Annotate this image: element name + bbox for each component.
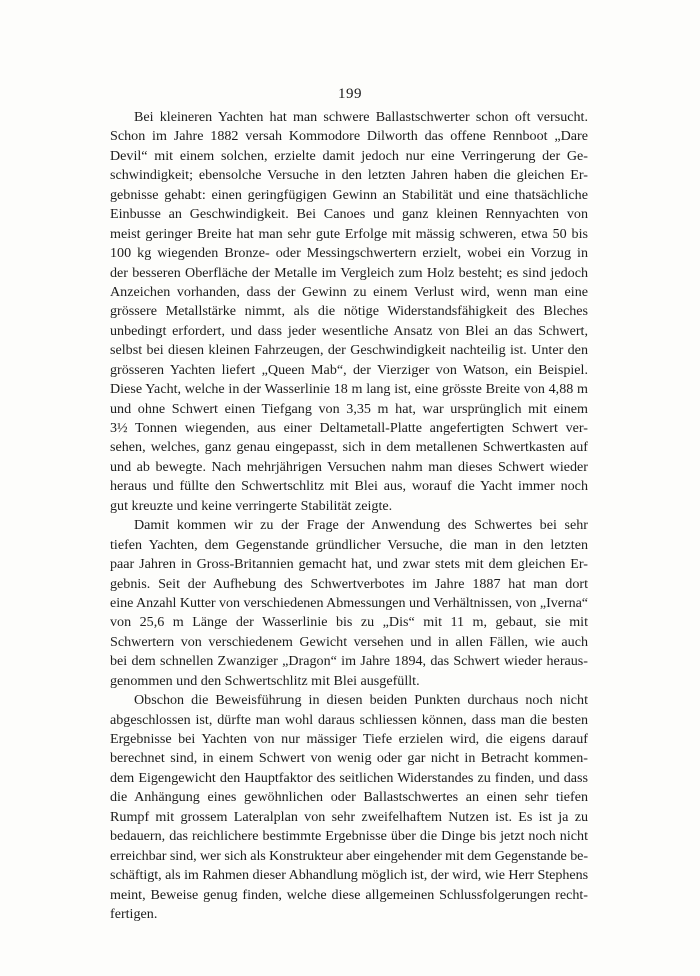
text-line: Ergebnisse bei Yachten von nur mässiger Tiefe erzielen wird, die eigens darauf	[110, 731, 588, 747]
text-line: selbst bei diesen kleinen Fahrzeugen, der Geschwindigkeit nachteilig ist. Unter den	[110, 342, 588, 359]
text-line: heraus und füllte den Schwertschlitz mit Blei aus, worauf die Yacht immer noch	[110, 478, 588, 495]
text-line: gut kreuzte und keine verringerte Stabilität zeigte.	[110, 497, 393, 514]
text-line: genommen und den Schwertschlitz mit Blei ausgefüllt.	[110, 672, 420, 689]
text-line: 3½ Tonnen wiegenden, aus einer Deltametall-Platte angefertigten Schwert ver-	[110, 420, 588, 436]
text-line: meint, Beweise genug finden, welche diese allgemeinen Schlussfolgerungen recht-	[110, 886, 588, 903]
text-line: erreichbar sind, wer sich als Konstrukteur aber eingehender mit dem Gegenstande be-	[110, 847, 588, 864]
body-text	[110, 108, 588, 924]
text-line: schäftigt, als im Rahmen dieser Abhandlung möglich ist, der wird, wie Herr Stephens	[110, 867, 589, 884]
text-line: fertigen.	[110, 905, 158, 922]
paragraph	[110, 108, 588, 516]
text-line: abgeschlossen ist, dürfte man wohl daraus schliessen können, dass man die besten	[110, 711, 588, 728]
paragraph	[110, 516, 588, 691]
text-line: Anzeichen vorhanden, dass der Gewinn zu einem Verlust wird, wenn man eine	[110, 283, 588, 300]
text-line: schwindigkeit; ebensolche Versuche in den letzten Jahren haben die gleichen Er-	[110, 167, 588, 184]
text-line: berechnet sind, in einem Schwert von wenig oder gar nicht in Betracht kommen-	[110, 750, 588, 767]
text-line: bei dem schnellen Zwanziger „Dragon“ im Jahre 1894, das Schwert wieder heraus-	[110, 653, 588, 670]
text-line: die Anhängung eines gewöhnlichen oder Ballastschwertes an einen sehr tiefen	[110, 789, 588, 806]
text-line: Rumpf mit grossem Lateralplan von sehr zweifelhaftem Nutzen ist. Es ist ja zu	[110, 808, 588, 825]
text-line: Damit kommen wir zu der Frage der Anwendung des Schwertes bei sehr	[134, 517, 588, 534]
text-line: sehen, welches, ganz genau eingepasst, sich in dem metallenen Schwertkasten auf	[110, 439, 588, 456]
text-line: bedauern, das reichlichere bestimmte Ergebnisse über die Dinge bis jetzt noch nicht	[110, 828, 588, 845]
text-line: Diese Yacht, welche in der Wasserlinie 18 m lang ist, eine grösste Breite von 4,88 m	[110, 381, 588, 398]
text-line: von 25,6 m Länge der Wasserlinie bis zu „Dis“ mit 11 m, gebaut, sie mit	[110, 614, 588, 631]
text-line: tiefen Yachten, dem Gegenstande gründlicher Versuche, die man in den letzten	[110, 536, 588, 553]
text-line: gebnis. Seit der Aufhebung des Schwertverbotes im Jahre 1887 hat man dort	[110, 575, 588, 592]
text-line: Devil“ mit einem solchen, erzielte damit jedoch nur eine Verringerung der Ge-	[110, 147, 588, 164]
text-line: Schon im Jahre 1882 versah Kommodore Dilworth das offene Rennboot „Dare	[110, 128, 588, 145]
text-line: dem Eigengewicht den Hauptfaktor des seitlichen Widerstandes zu finden, und dass	[110, 769, 588, 786]
page-number: 199	[338, 86, 362, 102]
paragraph	[110, 691, 588, 924]
text-line: gebnisse gehabt: einen geringfügigen Gewinn an Stabilität und eine thatsächliche	[110, 186, 588, 203]
text-line: Bei kleineren Yachten hat man schwere Ballastschwerter schon oft versucht.	[134, 109, 588, 125]
text-line: Obschon die Beweisführung in diesen beiden Punkten durchaus noch nicht	[134, 692, 588, 709]
text-line: grösseren Yachten liefert „Queen Mab“, der Vierziger von Watson, ein Beispiel.	[110, 361, 588, 378]
text-line: und ab bewegte. Nach mehrjährigen Versuchen nahm man dieses Schwert wieder	[110, 458, 588, 475]
text-line: paar Jahren in Gross-Britannien gemacht hat, und zwar stets mit dem gleichen Er-	[110, 556, 588, 573]
text-line: grössere Metallstärke nimmt, als die nötige Widerstandsfähigkeit des Bleches	[110, 303, 588, 320]
text-line: und ohne Schwert einen Tiefgang von 3,35 m hat, war ursprünglich mit einem	[110, 400, 588, 417]
text-line: Schwertern von verschiedenem Gewicht versehen und in allen Fällen, wie auch	[110, 633, 588, 650]
text-line: 100 kg wiegenden Bronze- oder Messingschwertern erzielt, wobei ein Vorzug in	[110, 245, 588, 262]
text-line: eine Anzahl Kutter von verschiedenen Abmessungen und Verhältnissen, von „Iverna“	[110, 594, 588, 611]
text-line: Einbusse an Geschwindigkeit. Bei Canoes und ganz kleinen Rennyachten von	[110, 206, 588, 223]
text-line: meist geringer Breite hat man sehr gute Erfolge mit mässig schweren, etwa 50 bis	[110, 225, 588, 242]
text-line: unbedingt erfordert, und dass jeder wesentliche Ansatz von Blei an das Schwert,	[110, 322, 588, 339]
text-line: der besseren Oberfläche der Metalle im Vergleich zum Holz besteht; es sind jedoch	[110, 264, 588, 281]
